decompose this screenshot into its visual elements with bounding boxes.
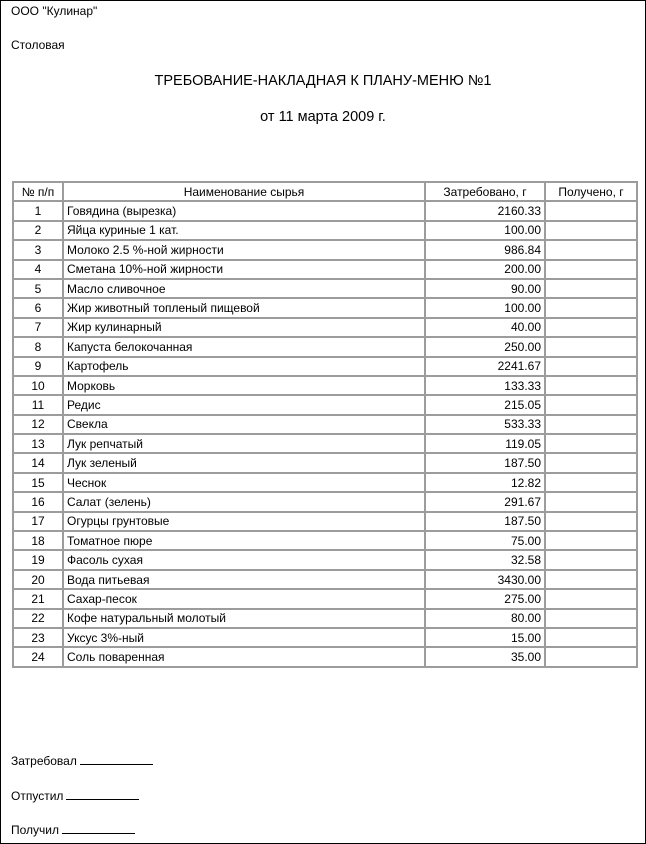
row-number: 24 <box>13 647 63 666</box>
row-item-name: Чеснок <box>63 473 425 492</box>
table-row <box>13 570 637 589</box>
table-header-row <box>13 182 637 201</box>
signature-requested <box>11 753 153 768</box>
row-received-amount <box>545 628 637 647</box>
row-received-amount <box>545 260 637 279</box>
table-row <box>13 260 637 279</box>
signature-received-line <box>62 822 135 834</box>
row-number: 16 <box>13 492 63 511</box>
row-received-amount <box>545 357 637 376</box>
row-number: 20 <box>13 570 63 589</box>
row-item-name: Свекла <box>63 415 425 434</box>
row-number: 18 <box>13 531 63 550</box>
signature-released <box>11 788 139 803</box>
signature-received-label: Получил <box>11 823 59 837</box>
row-number: 21 <box>13 589 63 608</box>
row-received-amount <box>545 609 637 628</box>
row-item-name: Жир кулинарный <box>63 318 425 337</box>
row-number: 17 <box>13 512 63 531</box>
row-received-amount <box>545 240 637 259</box>
table-row <box>13 337 637 356</box>
table-row <box>13 318 637 337</box>
row-requested-amount: 250.00 <box>425 337 545 356</box>
row-received-amount <box>545 531 637 550</box>
row-received-amount <box>545 201 637 220</box>
row-received-amount <box>545 298 637 317</box>
row-requested-amount: 533.33 <box>425 415 545 434</box>
row-requested-amount: 187.50 <box>425 512 545 531</box>
row-item-name: Фасоль сухая <box>63 550 425 569</box>
row-requested-amount: 187.50 <box>425 453 545 472</box>
table-row <box>13 512 637 531</box>
signature-released-label: Отпустил <box>11 789 64 803</box>
table-row <box>13 201 637 220</box>
document-title: ТРЕБОВАНИЕ-НАКЛАДНАЯ К ПЛАНУ-МЕНЮ №1 <box>154 73 492 89</box>
row-number: 14 <box>13 453 63 472</box>
row-number: 9 <box>13 357 63 376</box>
signature-requested-line <box>80 753 153 765</box>
row-requested-amount: 90.00 <box>425 279 545 298</box>
table-row <box>13 357 637 376</box>
row-number: 12 <box>13 415 63 434</box>
row-number: 10 <box>13 376 63 395</box>
table-row <box>13 279 637 298</box>
signature-requested-label: Затребовал <box>11 754 77 768</box>
row-received-amount <box>545 415 637 434</box>
row-number: 11 <box>13 395 63 414</box>
table-row <box>13 628 637 647</box>
row-received-amount <box>545 512 637 531</box>
row-received-amount <box>545 492 637 511</box>
row-requested-amount: 986.84 <box>425 240 545 259</box>
row-requested-amount: 275.00 <box>425 589 545 608</box>
row-number: 1 <box>13 201 63 220</box>
document-date: от 11 марта 2009 г. <box>260 109 386 125</box>
table-row <box>13 298 637 317</box>
row-item-name: Капуста белокочанная <box>63 337 425 356</box>
row-requested-amount: 291.67 <box>425 492 545 511</box>
row-item-name: Томатное пюре <box>63 531 425 550</box>
column-header-requested: Затребовано, г <box>425 182 545 201</box>
row-number: 22 <box>13 609 63 628</box>
row-item-name: Кофе натуральный молотый <box>63 609 425 628</box>
row-received-amount <box>545 550 637 569</box>
table-row <box>13 589 637 608</box>
row-item-name: Молоко 2.5 %-ной жирности <box>63 240 425 259</box>
row-item-name: Масло сливочное <box>63 279 425 298</box>
row-received-amount <box>545 318 637 337</box>
table-row <box>13 492 637 511</box>
table-row <box>13 550 637 569</box>
row-received-amount <box>545 570 637 589</box>
table-row <box>13 609 637 628</box>
row-requested-amount: 75.00 <box>425 531 545 550</box>
row-requested-amount: 2160.33 <box>425 201 545 220</box>
row-received-amount <box>545 221 637 240</box>
row-requested-amount: 32.58 <box>425 550 545 569</box>
row-number: 2 <box>13 221 63 240</box>
row-item-name: Редис <box>63 395 425 414</box>
row-received-amount <box>545 589 637 608</box>
row-item-name: Уксус 3%-ный <box>63 628 425 647</box>
row-number: 4 <box>13 260 63 279</box>
row-requested-amount: 133.33 <box>425 376 545 395</box>
column-header-number: № п/п <box>13 182 63 201</box>
row-received-amount <box>545 647 637 666</box>
column-header-received: Получено, г <box>545 182 637 201</box>
row-number: 6 <box>13 298 63 317</box>
row-item-name: Картофель <box>63 357 425 376</box>
table-row <box>13 473 637 492</box>
row-number: 23 <box>13 628 63 647</box>
row-requested-amount: 80.00 <box>425 609 545 628</box>
table-row <box>13 415 637 434</box>
row-item-name: Огурцы грунтовые <box>63 512 425 531</box>
row-number: 8 <box>13 337 63 356</box>
row-received-amount <box>545 395 637 414</box>
signature-released-line <box>66 788 139 800</box>
division-name: Столовая <box>11 38 65 52</box>
row-number: 13 <box>13 434 63 453</box>
row-requested-amount: 3430.00 <box>425 570 545 589</box>
row-requested-amount: 40.00 <box>425 318 545 337</box>
row-requested-amount: 100.00 <box>425 298 545 317</box>
table-row <box>13 453 637 472</box>
row-number: 7 <box>13 318 63 337</box>
row-requested-amount: 35.00 <box>425 647 545 666</box>
row-received-amount <box>545 279 637 298</box>
row-item-name: Салат (зелень) <box>63 492 425 511</box>
row-item-name: Лук зеленый <box>63 453 425 472</box>
row-item-name: Лук репчатый <box>63 434 425 453</box>
row-received-amount <box>545 453 637 472</box>
row-requested-amount: 12.82 <box>425 473 545 492</box>
row-item-name: Морковь <box>63 376 425 395</box>
company-name: ООО "Кулинар" <box>11 4 98 18</box>
row-item-name: Яйца куриные 1 кат. <box>63 221 425 240</box>
row-received-amount <box>545 473 637 492</box>
row-requested-amount: 100.00 <box>425 221 545 240</box>
table-row <box>13 221 637 240</box>
row-item-name: Вода питьевая <box>63 570 425 589</box>
row-requested-amount: 2241.67 <box>425 357 545 376</box>
table-row <box>13 240 637 259</box>
row-received-amount <box>545 434 637 453</box>
table-row <box>13 434 637 453</box>
row-item-name: Сметана 10%-ной жирности <box>63 260 425 279</box>
row-item-name: Говядина (вырезка) <box>63 201 425 220</box>
row-number: 15 <box>13 473 63 492</box>
table-row <box>13 376 637 395</box>
items-table <box>12 181 638 668</box>
signature-received <box>11 822 135 837</box>
row-received-amount <box>545 376 637 395</box>
row-number: 5 <box>13 279 63 298</box>
column-header-name: Наименование сырья <box>63 182 425 201</box>
row-requested-amount: 119.05 <box>425 434 545 453</box>
row-item-name: Сахар-песок <box>63 589 425 608</box>
table-row <box>13 531 637 550</box>
row-requested-amount: 15.00 <box>425 628 545 647</box>
row-received-amount <box>545 337 637 356</box>
table-row <box>13 647 637 666</box>
row-requested-amount: 215.05 <box>425 395 545 414</box>
row-number: 19 <box>13 550 63 569</box>
row-item-name: Жир животный топленый пищевой <box>63 298 425 317</box>
row-item-name: Соль поваренная <box>63 647 425 666</box>
row-number: 3 <box>13 240 63 259</box>
row-requested-amount: 200.00 <box>425 260 545 279</box>
table-row <box>13 395 637 414</box>
